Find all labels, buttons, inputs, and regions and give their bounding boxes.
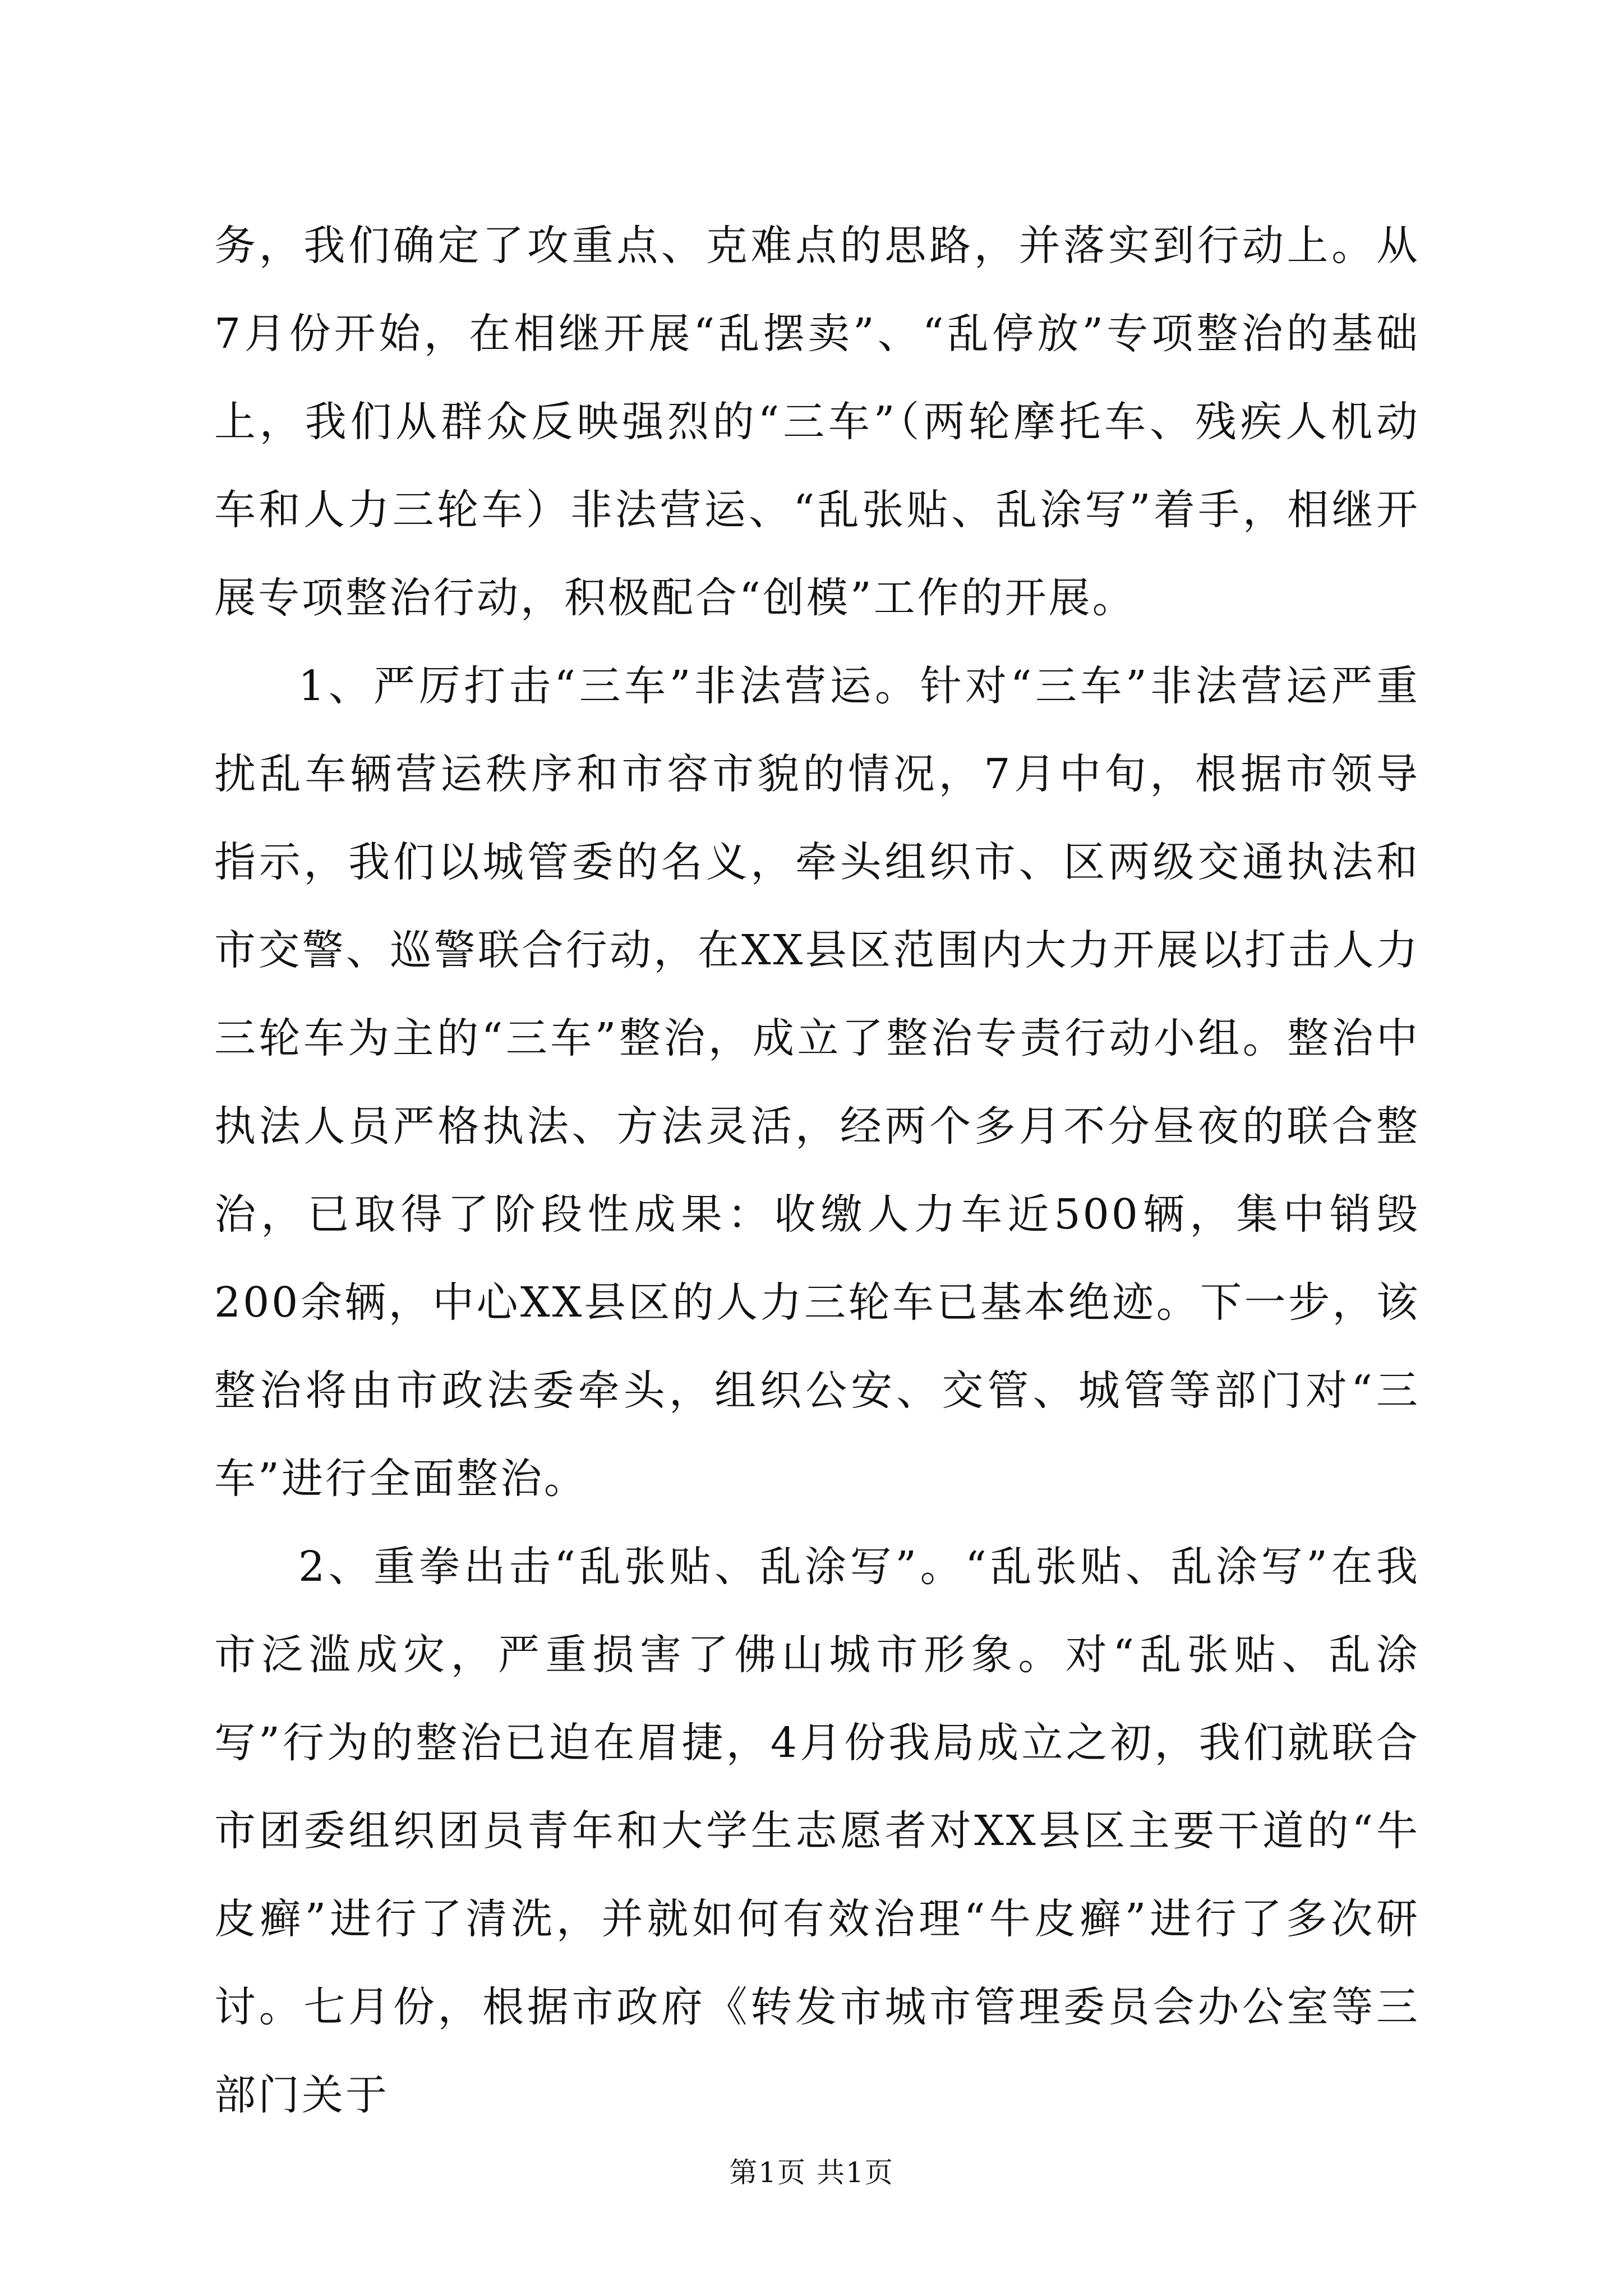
page-footer [0,2153,1623,2192]
paragraph-intro: 务，我们确定了攻重点、克难点的思路，并落实到行动上。从7月份开始，在相继开展“乱摆卖”、“乱停放”专项整治的基础上，我们从群众反映强烈的“三车”（两轮摩托车、残疾人机动车和人力三轮车）非法营运、“乱张贴、乱涂写”着手，相继开展专项整治行动，积极配合“创模”工作的开展。 [214,222,1420,622]
page-number-label: 第1页 共1页 [729,2156,894,2189]
paragraph-three-vehicles: 1、严厉打击“三车”非法营运。针对“三车”非法营运严重扰乱车辆营运秩序和市容市貌的情况，7月中旬，根据市领导指示，我们以城管委的名义，牵头组织市、区两级交通执法和市交警、巡警联合行动，在XX县区范围内大力开展以打击人力三轮车为主的“三车”整治，成立了整治专责行动小组。整治中执法人员严格执法、方法灵活，经两个多月不分昼夜的联合整治，已取得了阶段性成果：收缴人力车近500辆，集中销毁200余辆，中心XX县区的人力三轮车已基本绝迹。下一步，该整治将由市政法委牵头，组织公安、交管、城管等部门对“三车”进行全面整治。 [214,662,1420,1503]
document-body [214,202,1420,2139]
paragraph-posting-graffiti: 2、重拳出击“乱张贴、乱涂写”。“乱张贴、乱涂写”在我市泛滥成灾，严重损害了佛山城市形象。对“乱张贴、乱涂写”行为的整治已迫在眉捷，4月份我局成立之初，我们就联合市团委组织团员青年和大学生志愿者对XX县区主要干道的“牛皮癣”进行了清洗，并就如何有效治理“牛皮癣”进行了多次研讨。七月份，根据市政府《转发市城市管理委员会办公室等三部门关于 [214,1543,1420,2119]
